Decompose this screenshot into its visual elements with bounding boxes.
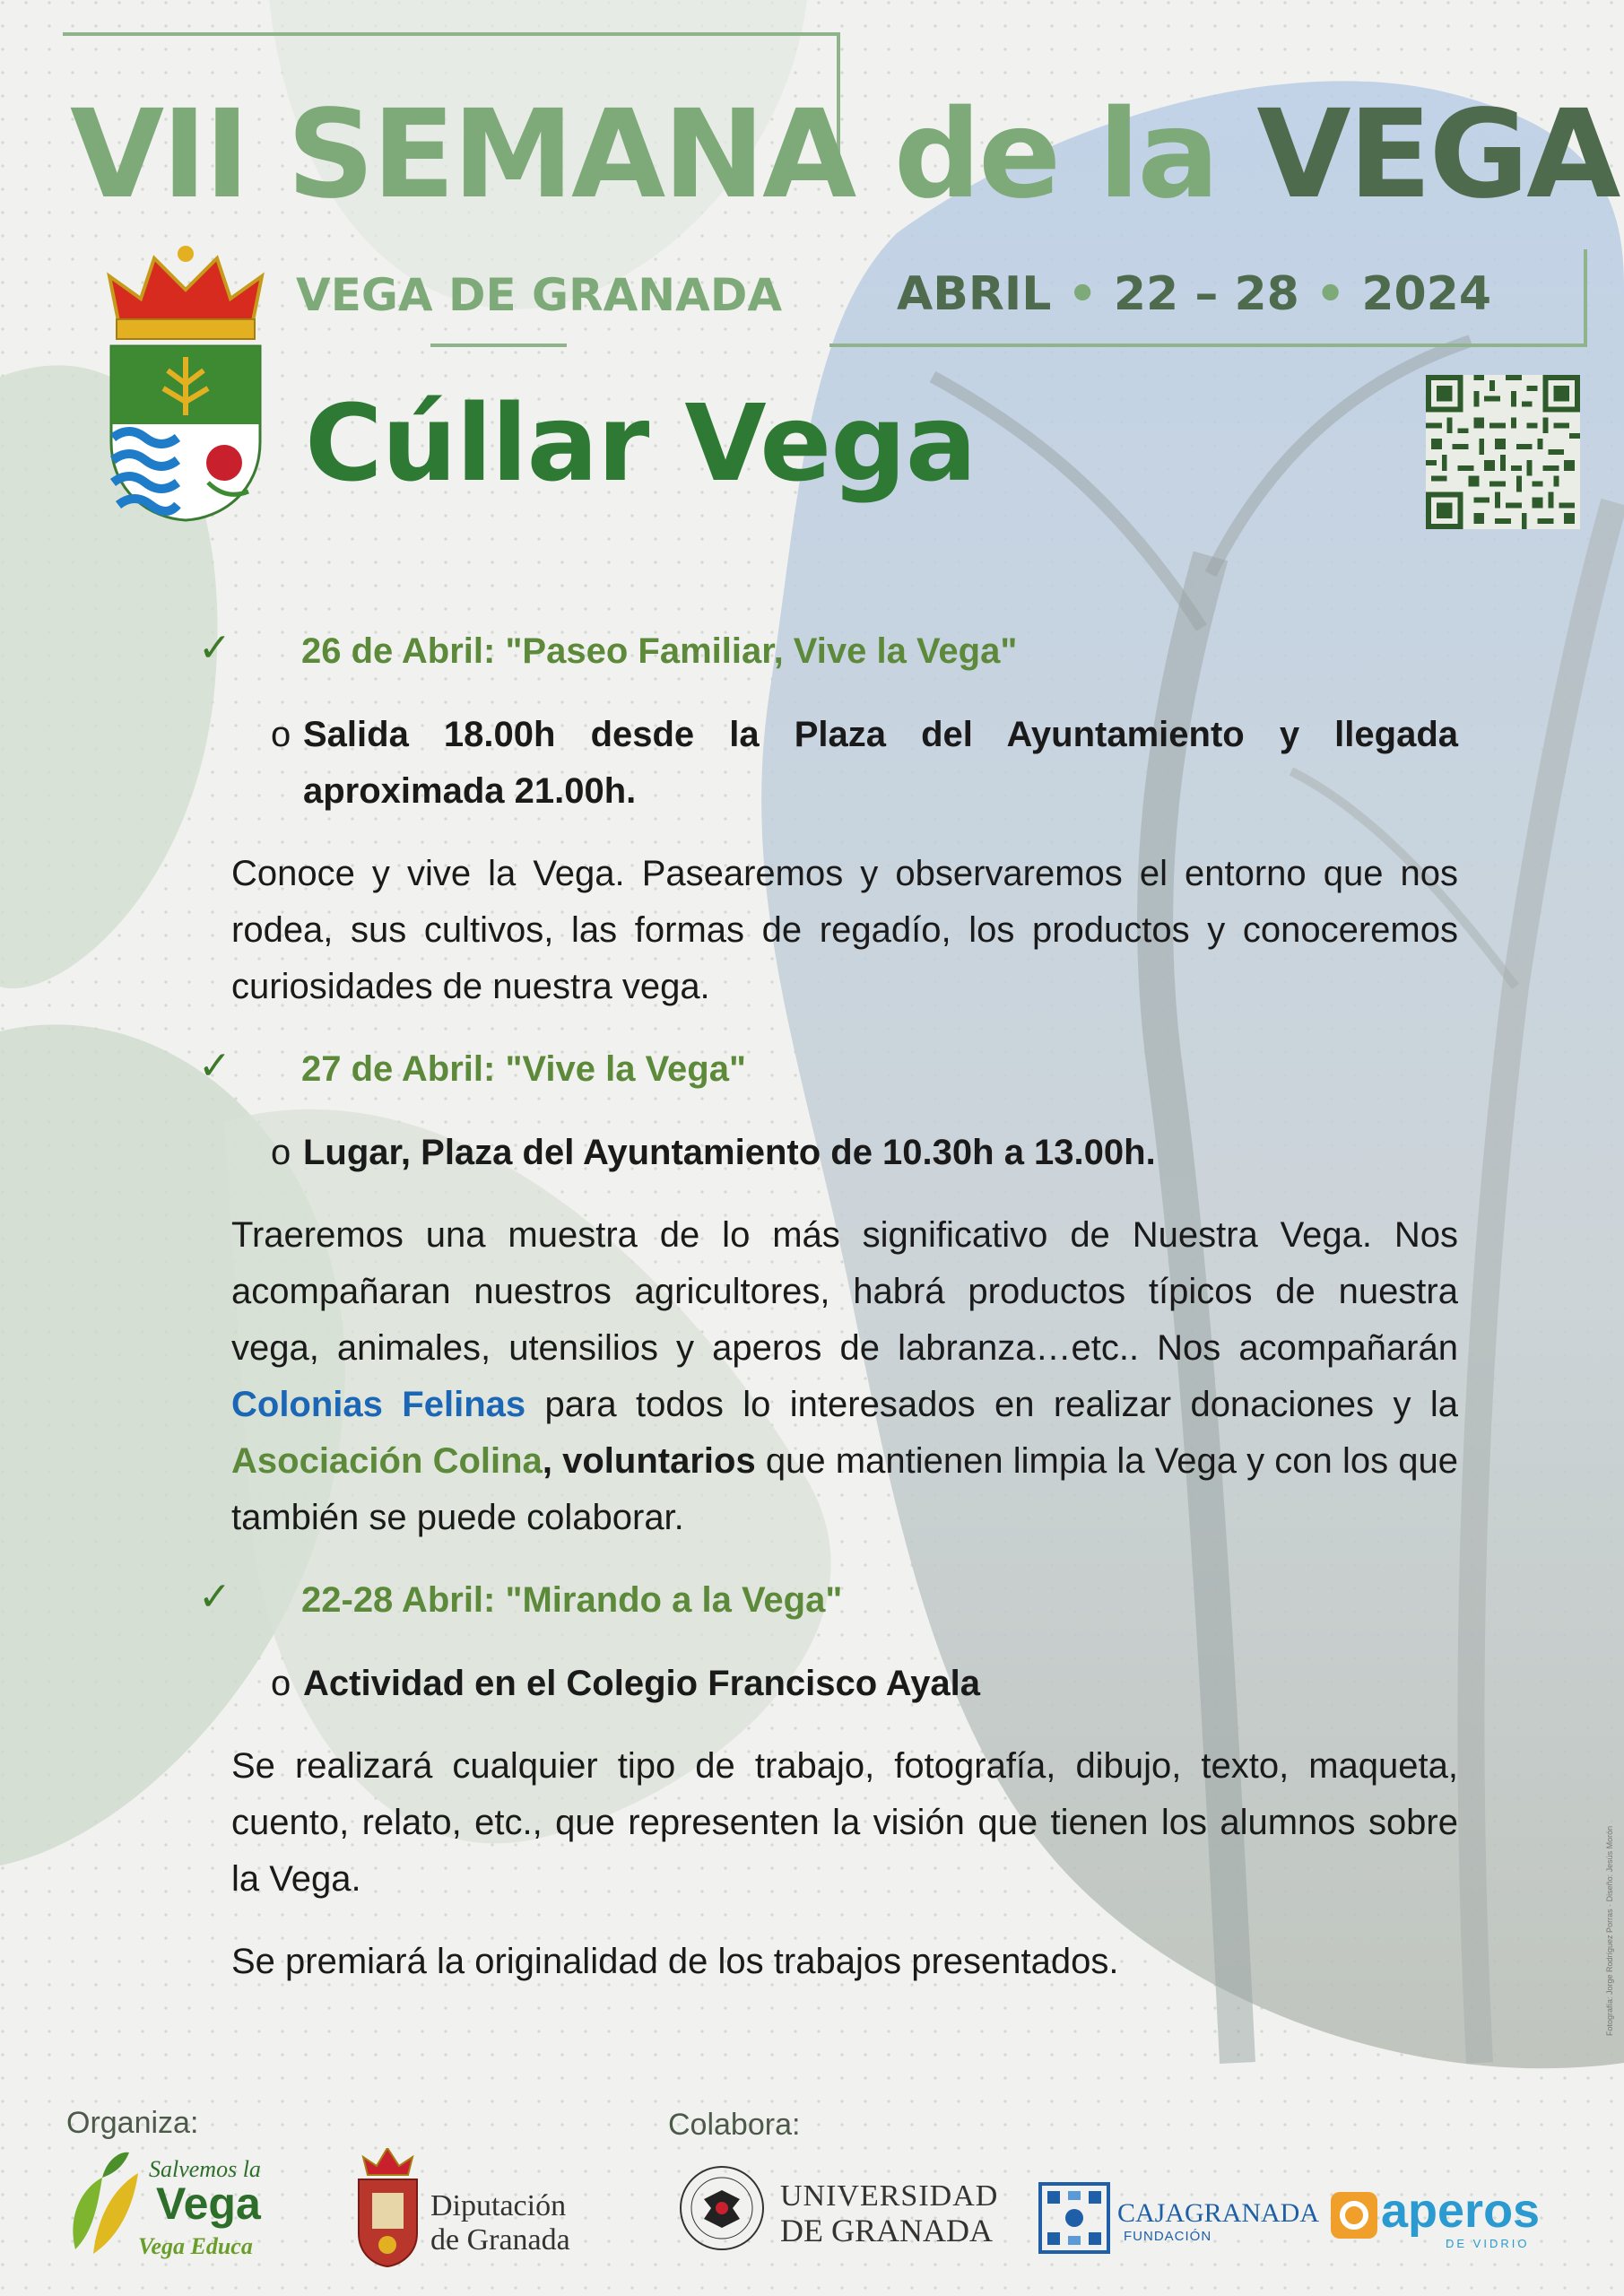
cajagranada-icon — [1038, 2182, 1110, 2254]
title-roman: VII SEMANA — [70, 84, 855, 226]
bullet-circle-icon: o — [271, 1133, 291, 1172]
region-label: VEGA DE GRANADA — [296, 269, 783, 321]
caja-line1: CAJAGRANADA — [1117, 2198, 1320, 2228]
diputacion-line1: Diputación — [430, 2189, 567, 2222]
check-icon: ✓ — [198, 626, 231, 670]
event-heading-text: 22-28 Abril: "Mirando a la Vega" — [301, 1580, 843, 1620]
bullet-circle-icon: o — [271, 715, 291, 754]
event-date — [897, 267, 1491, 321]
asociacion-colina-link[interactable]: Asociación Colina — [231, 1441, 543, 1481]
ugr-line2: DE GRANADA — [780, 2213, 993, 2248]
aperos-line2: DE VIDRIO — [1446, 2237, 1530, 2250]
event-heading — [198, 1572, 1458, 1629]
date-separator: – — [1194, 267, 1219, 321]
description-text: que mantienen limpia la Vega y con los que también se puede colaborar. — [231, 1441, 1459, 1537]
check-icon: ✓ — [198, 1044, 231, 1088]
aperos-icon — [1329, 2190, 1379, 2240]
voluntarios-text: , voluntarios — [542, 1441, 756, 1481]
cajagranada-logo[interactable] — [1038, 2182, 1320, 2263]
description-text: Traeremos una muestra de lo más significativo de Nuestra Vega. Nos acompañaran nuestros agricultores, habrá productos típicos de nuestra vega, animales, utensilios y aperos de labranza…etc.. Nos acompañarán — [231, 1215, 1458, 1368]
qr-code-icon[interactable] — [1426, 375, 1580, 529]
date-dot-icon: • — [1315, 267, 1346, 321]
photo-credit: Fotografía: Jorge Rodríguez Porras · Diseño: Jesús Morón — [1605, 1825, 1614, 2036]
diputacion-shield-icon — [354, 2148, 421, 2269]
page-title — [70, 84, 1619, 226]
event-detail-text: Salida 18.00h desde la Plaza del Ayuntamiento y llegada aproximada 21.00h. — [303, 715, 1458, 811]
date-dot-icon: • — [1067, 267, 1098, 321]
date-end: 28 — [1234, 267, 1299, 321]
vega-educa-text: Vega Educa — [138, 2233, 253, 2259]
title-de-la: de la — [893, 84, 1218, 226]
coat-of-arms-icon — [100, 240, 271, 527]
date-year: 2024 — [1361, 267, 1492, 321]
aperos-de-vidrio-logo[interactable] — [1329, 2184, 1562, 2258]
event-list — [198, 623, 1459, 1990]
town-name: Cúllar Vega — [305, 381, 977, 505]
salvemos-la-vega-logo[interactable] — [66, 2151, 300, 2267]
event-detail — [231, 1125, 1458, 1181]
diputacion-line2: de Granada — [430, 2223, 570, 2257]
aperos-line1: aperos — [1381, 2184, 1541, 2238]
event-detail-text: Actividad en el Colegio Francisco Ayala — [303, 1664, 981, 1703]
caja-line2: FUNDACIÓN — [1124, 2229, 1212, 2244]
event-detail — [231, 1656, 1458, 1712]
date-start: 22 — [1113, 267, 1179, 321]
event-description: Se realizará cualquier tipo de trabajo, fotografía, dibujo, texto, maqueta, cuento, relato, etc., que representen la visión que tienen los alumnos sobre la Vega. — [231, 1746, 1458, 1899]
description-text: para todos lo interesados en realizar donaciones y la — [525, 1385, 1458, 1424]
bullet-circle-icon: o — [271, 1664, 291, 1703]
event-note: Se premiará la originalidad de los trabajos presentados. — [231, 1942, 1119, 1981]
event-heading-text: 26 de Abril: "Paseo Familiar, Vive la Vega" — [301, 631, 1018, 671]
salvemos-vega-text: Vega — [156, 2179, 261, 2229]
event-detail-text: Lugar, Plaza del Ayuntamiento de 10.30h a 13.00h. — [303, 1133, 1156, 1172]
date-month: ABRIL — [897, 267, 1052, 321]
check-icon: ✓ — [198, 1575, 231, 1619]
event-detail — [231, 707, 1458, 820]
colabora-label: Colabora: — [668, 2108, 801, 2142]
organiza-label: Organiza: — [66, 2106, 199, 2140]
ugr-line1: UNIVERSIDAD — [780, 2179, 999, 2213]
event-heading-text: 27 de Abril: "Vive la Vega" — [301, 1049, 746, 1089]
event-heading — [198, 623, 1458, 680]
colonias-felinas-link[interactable]: Colonias Felinas — [231, 1385, 526, 1424]
event-description — [231, 1207, 1458, 1546]
ugr-seal-icon — [677, 2163, 767, 2253]
leaves-icon — [66, 2151, 147, 2258]
title-vega: VEGA — [1256, 84, 1619, 226]
salvemos-text: Salvemos la — [149, 2156, 261, 2182]
event-description: Conoce y vive la Vega. Pasearemos y observaremos el entorno que nos rodea, sus cultivos, las formas de regadío, los productos y conoceremos curiosidades de nuestra vega. — [231, 854, 1458, 1006]
diputacion-granada-logo[interactable] — [354, 2148, 587, 2269]
event-heading — [198, 1041, 1458, 1098]
universidad-granada-logo[interactable] — [677, 2163, 1000, 2262]
